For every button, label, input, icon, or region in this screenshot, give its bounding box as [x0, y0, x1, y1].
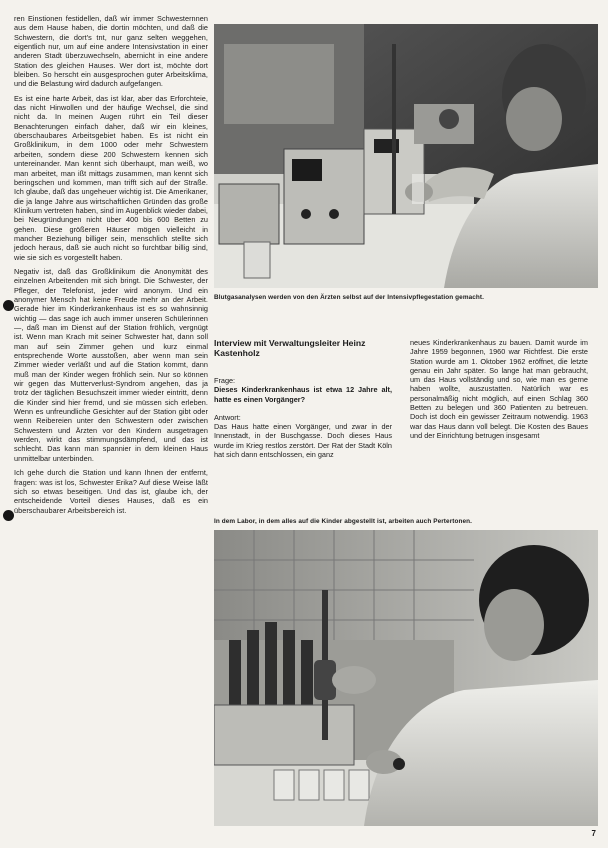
question-text: Dieses Kinderkrankenhaus ist etwa 12 Jahre alt, hatte es einen Vorgänger? [214, 385, 392, 404]
left-text-column [14, 14, 208, 520]
paragraph: ren Einstionen festidellen, daß wir immer Schwesternnen aus dem Hause haben, die dortin möchten, und daß die Schwestern, die dort's tnt, nur ganz selten weggehen, eigentlich nur, um auf eine andere Intensivstation in einer anderen Stadt überzuwechseln, abernicht in eine andere Station des gleichen Hauses. Wer dort ist, möchte dort bleiben. So herscht ein ausgesprochen guter Arbeitsklima, und die Belastung wird dadurch aufgefangen. [14, 14, 208, 89]
top-photo [214, 24, 598, 288]
interview-right-column [410, 338, 588, 440]
punch-hole [3, 300, 14, 311]
answer-text-left: Das Haus hatte einen Vorgänger, und zwar in der Innenstadt, in der Buschgasse. Doch dieses Haus wurde im Krieg restlos zerstört. Der Rat der Stadt Köln hat sich dann entschlossen, ein ganz [214, 422, 392, 460]
paragraph: Ich gehe durch die Station und kann Ihnen der entfernt, fragen: was ist los, Schwester Erika? Auf diese Weise läßt sich so etwas beseitigen. Und das ist, glaube ich, der entscheidende Vorteil dieses Hauses, daß es ein überschaubarer Arbeitsbereich ist. [14, 468, 208, 515]
bottom-photo [214, 530, 598, 826]
interview-title: Interview mit Verwaltungsleiter Heinz Kastenholz [214, 338, 366, 358]
paragraph: Negativ ist, daß das Großklinikum die Anonymität des einzelnen Arbeitenden mit sich bringt. Die Schwester, der Pfleger, der Telefonist, jeder wird anonym. Und ein anonymer Mensch hat keine Freude mehr an der Arbeit. Gerade hier im Kinderkrankenhaus ist es so wahnsinnig wichtig — das sage ich auch immer unseren Schülerinnen —, daß man im Dienst auf der Station fröhlich, vergnügt ist. Wenn man Krach mit seiner Schwester hat, dann soll man auf sein Zimmer gehen und kurz einmal entsprechende Worte ausstoßen, aber wenn man sein Zimmer wieder verläßt und auf die Station kommt, dann muß man der Kinder wegen fröhlich sein. Nur so können wir gegen das Mutterverlust-Syndrom angehen, das ja trotz der täglichen Besuchszeit immer wieder eintritt, denn die Kinder sind hier fremd, und sie müssen sich erleben. Wenn es unfreundliche Gesichter auf der Station gibt oder wenn Reibereien unter den Schwestern oder zwischen Schwestern und Ärzten vor den Kindern ausgetragen werden, wirkt das stimmungsdämpfend, und das ist schlecht. Das kann man spannier in dem kleinen Haus unmittelbar unterbinden. [14, 266, 208, 463]
answer-text-right: neues Kinderkrankenhaus zu bauen. Damit wurde im Jahre 1959 begonnen, 1960 war Richtfest. Die erste Station wurde am 1. Oktober 1962 eröffnet, die letzte genau ein Jahr später. So lange hat man gebraucht, um das Haus vollständig und so, wie man es gerne haben wollte, auszustatten. Natürlich war es personalmäßig nicht möglich, auf einen Schlag 360 Betten zu belegen und 360 Patienten zu betreuen. Doch ist doch ein gewisser Zeitraum notwendig. 1963 war das Haus dann voll belegt. Die Kosten des Baues und der Einrichtung betrugen insgesamt [410, 338, 588, 440]
page-number: 7 [591, 829, 596, 838]
punch-hole [3, 510, 14, 521]
top-photo-caption: Blutgasanalysen werden von den Ärzten selbst auf der Intensivpflegestation gemacht. [214, 294, 485, 301]
paragraph: Es ist eine harte Arbeit, das ist klar, aber das Erforchteie, das nicht Hinwollen und der häufige Wechsel, die sind nicht da. In meinen Augen rührt ein Teil dieser Benachterungen einfach daher, daß wir ein kleines, überschaubares Arbeitsgebiet haben. Es ist nicht ein Großklinikum, in dem 1000 oder mehr Schwestern arbeiten, sondern diese 200 Schwestern kennen sich untereinander. Man kennt sich überhaupt, man weiß, wo man arbeitet, man ißt mittags zusammen, man kennt sich beringschen und kommen, man trifft sich auf der Straße. Ich glaube, daß das ungeheuer wichtig ist. Die Amerikaner, die ja lange Jahre aus wirtschaftlichen Gründen das große Klinikum vertreten haben, sind im Augenblick wieder dabei, bei Neugründungen nicht über 400 bis 600 Betten zu gehen. Diese größeren Häuser mögen vielleicht in mancher Beziehung billiger sein, menschlich stellte sich jedoch heraus, daß sie auch nicht so furchtbar billig sind, wie sie sich es vorgestellt haben. [14, 93, 208, 262]
interview-left-column [214, 376, 392, 459]
question-label: Frage: [214, 376, 236, 385]
answer-label: Antwort: [214, 412, 241, 422]
bottom-photo-caption: In dem Labor, in dem alles auf die Kinder abgestellt ist, arbeiten auch Pertertonen. [214, 518, 473, 525]
